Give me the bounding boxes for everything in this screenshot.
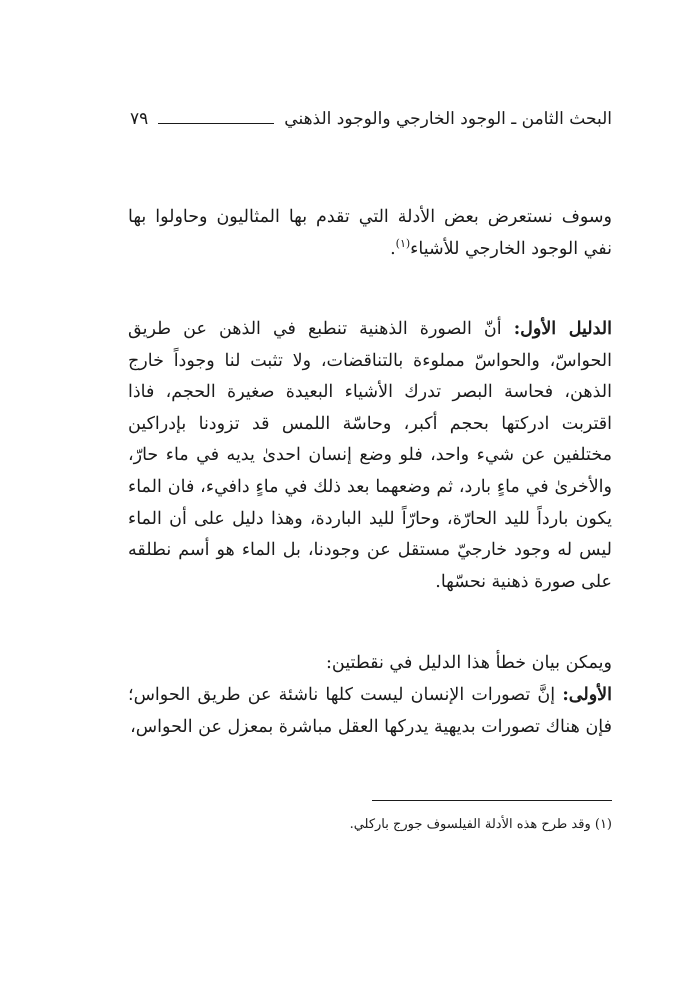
page-number: ٧٩: [130, 109, 149, 129]
first-point-paragraph: [128, 680, 612, 743]
intro-text: وسوف نستعرض بعض الأدلة التي تقدم بها المثاليون وحاولوا بها نفي الوجود الخارجي للأشياء: [128, 207, 612, 259]
intro-paragraph: [128, 202, 634, 265]
header-rule: [158, 123, 274, 124]
footnote-reference: (١): [395, 236, 411, 250]
evidence-label: الدليل الأول:: [513, 319, 613, 339]
intro-end: .: [390, 238, 396, 259]
refutation-text: ويمكن بيان خطأ هذا الدليل في نقطتين:: [326, 653, 612, 673]
footnote: [128, 814, 612, 836]
evidence-text: أنّ الصورة الذهنية تنطبع في الذهن عن طريق الحواسّ، والحواسّ مملوءة بالتناقضات، ولا تثبت لنا وجوداً خارج الذهن، فحاسة البصر تدرك الأشياء البعيدة صغيرة الحجم، فاذا اقتربت ادركتها بحجم أكبر، وحاسّة اللمس قد تزودنا بإدراكين مختلفين عن شيء واحد، فلو وضع إنسان احدىٰ يديه في ماء حارّ، والأخرىٰ في ماءٍ بارد، ثم وضعهما بعد ذلك في ماءٍ دافيء، فان الماء يكون بارداً لليد الحارّة، وحارّاً لليد الباردة، وهذا دليل على أن الماء ليس له وجود خارجيّ مستقل عن وجودنا، بل الماء هو أسم نطلقه على صورة ذهنية نحسّها.: [128, 319, 612, 592]
running-title: البحث الثامن ـ الوجود الخارجي والوجود الذهني: [284, 109, 612, 129]
footnote-rule: [372, 800, 612, 801]
running-header: [130, 104, 612, 134]
refutation-paragraph: [128, 648, 634, 680]
first-evidence-paragraph: [128, 314, 634, 598]
first-point-text: إنَّ تصورات الإنسان ليست كلها ناشئة عن طريق الحواس؛ فإن هناك تصورات بديهية يدركها العقل مباشرة بمعزل عن الحواس،: [128, 685, 612, 737]
first-point-label: الأولى:: [562, 685, 612, 705]
footnote-text: (١) وقد طرح هذه الأدلة الفيلسوف جورج باركلي.: [349, 817, 612, 832]
